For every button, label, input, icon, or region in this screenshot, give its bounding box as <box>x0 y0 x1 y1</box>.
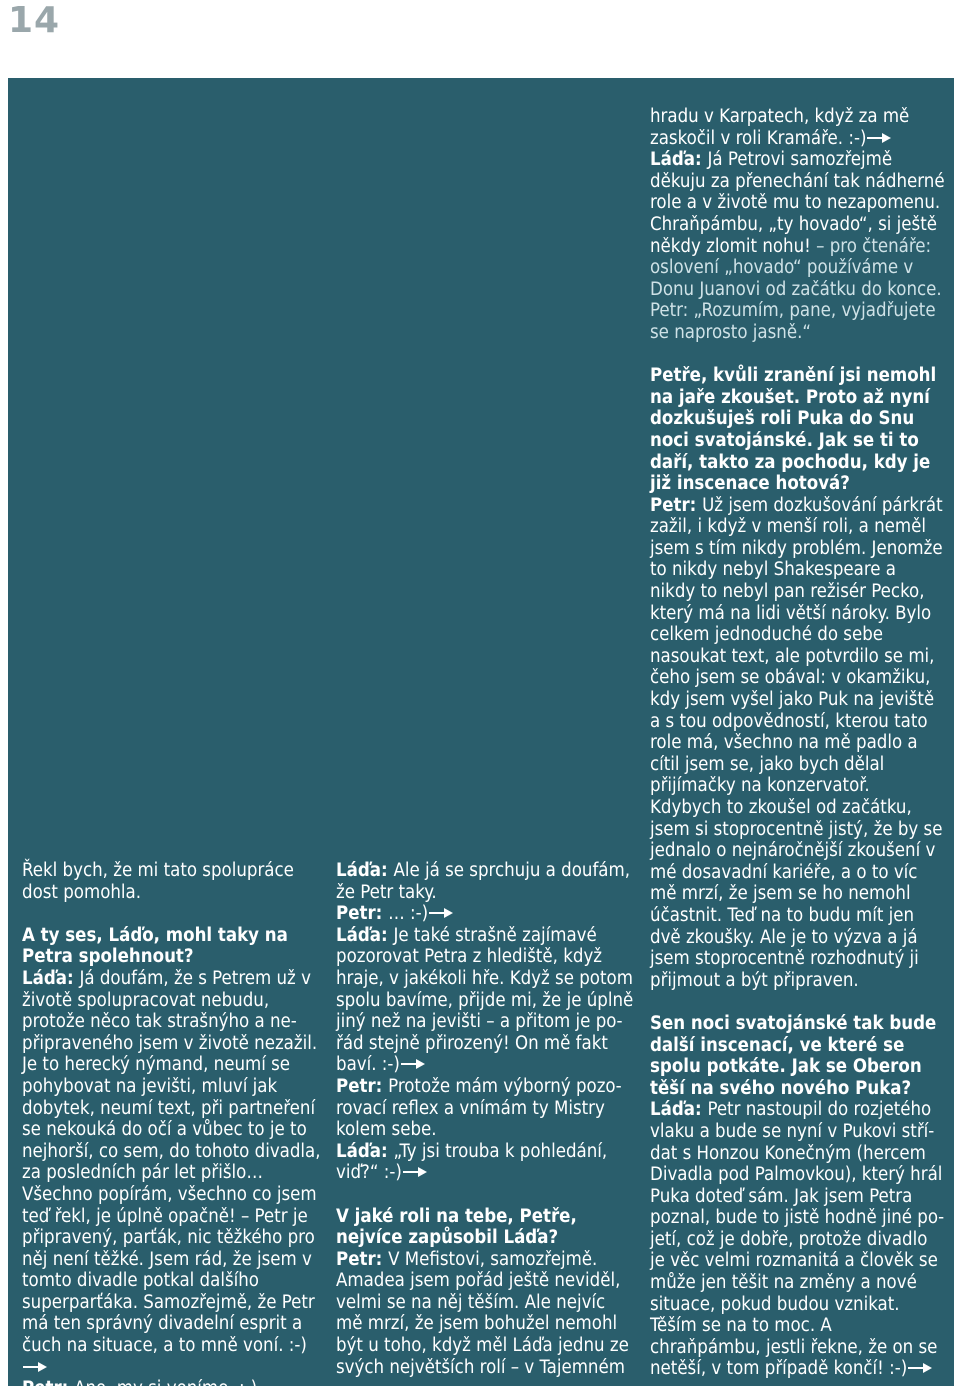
page-number: 14 <box>8 0 61 41</box>
text-run: Petr nastoupil do rozjetého vlaku a bude se nyní v Pukovi střídat s Honzou Konečným (hercem Divadla pod Palmovkou), který hrál Puka doteď sám. Jak jsem Petra poznal, bude to jistě hodně jiné pojetí, což je dobře, protože divadlo je věc velmi rozmanitá a člověk se může jen těšit na změny a nové situace, pokud budou vznikat. Těším se na to moc. A chraňpámbu, jestli řekne, že on se netěší, v tom případě končí! :-) <box>650 1099 945 1380</box>
text-run: Je také strašně zajímavé pozorovat Petra z hlediště, když hraje, v jakékoli hře. Když se potom spolu bavíme, přijde mi, že je úplně jiný než na jevišti – a přitom je pořád stejně přirozený! On mě fakt baví. :-) <box>336 924 634 1076</box>
speaker-label: Láďa: <box>336 924 394 946</box>
interview-paragraph <box>650 1099 946 1380</box>
interview-paragraph <box>650 495 946 992</box>
speaker-label: Láďa: <box>650 149 708 171</box>
speaker-label: Petr: <box>336 1075 389 1097</box>
arrow-icon <box>400 1057 426 1071</box>
interview-paragraph <box>22 1378 322 1400</box>
interview-paragraph <box>336 1141 636 1184</box>
text-run: Řekl bych, že mi tato spolupráce dost pomohla. <box>22 860 294 903</box>
text-run: A ty ses, Láďo, mohl taky na Petra spolehnout? <box>22 924 288 968</box>
interview-question <box>650 365 946 495</box>
interview-paragraph <box>336 925 636 1076</box>
text-run: Ano, my si voníme. :-) <box>74 1378 258 1400</box>
speaker-label: Láďa: <box>22 967 80 989</box>
interview-paragraph <box>650 106 946 149</box>
speaker-label: Láďa: <box>336 1140 394 1162</box>
text-run: V Mefistovi, samozřejmě. Amadea jsem pořád ještě neviděl, velmi se na něj těším. Ale nejvíc mě mrzí, že jsem bohužel nemohl být u toho, když měl Láďa jednu ze svých největších rolí – v Tajemném <box>336 1248 629 1378</box>
interview-paragraph <box>336 860 636 903</box>
interview-paragraph <box>650 149 946 300</box>
text-run: Já Petrovi samozřejmě děkuju za přenechání tak nádherné role a v životě mu to nezapomenu. Chraňpámbu, „ty hovado“, si ještě někdy zlomit nohu! <box>650 149 945 257</box>
text-run: „Ty jsi trouba k pohledání, viď?“ :-) <box>336 1140 608 1184</box>
interview-paragraph <box>22 968 322 1378</box>
text-run: Já doufám, že s Petrem už v životě spolupracovat nebudu, protože něco tak strašnýho a nepřipraveného jsem v životě nezažil. Je to herecký nýmand, neumí se pohybovat na jevišti, mluví jak dobytek, neumí text, při partneření se nekouká do očí a vůbec to je to nejhorší, co sem, do tohoto divadla, za posledních pár let přišlo… Všechno popírám, všechno co jsem teď řekl, je úplně opačně! – Petr je připravený, parťák, nic těžkého pro něj není těžké. Jsem rád, že jsem v tomto divadle potkal dalšího superparťáka. Samozřejmě, že Petr má ten správný divadelní esprit a čuch na situace, a to mně voní. :-) <box>22 967 321 1357</box>
arrow-icon <box>907 1361 933 1375</box>
column-1 <box>22 860 322 1400</box>
interview-paragraph <box>336 1076 636 1141</box>
arrow-icon <box>22 1360 48 1374</box>
interview-question <box>22 925 322 968</box>
speaker-label: Petr: <box>336 903 389 925</box>
interview-question <box>336 1206 636 1249</box>
speaker-label: Petr: <box>336 1248 389 1270</box>
text-run: Už jsem dozkušování párkrát zažil, i když v menší roli, a neměl jsem s tím nikdy problém. Jenomže to nikdy nebyl Shakespeare a nikdy to nebyl pan režisér Pecko, který má na lidi větší nároky. Bylo celkem jednoduché do sebe nasoukat text, ale potvrdilo se mi, čeho jsem se obával: v okamžiku, kdy jsem vyšel jako Puk na jeviště a s tou odpovědností, kterou tato role má, všechno na mě padlo a cítil jsem se, jako bych dělal přijímačky na konzervatoř. Kdybych to zkoušel od začátku, jsem si stoprocentně jistý, že by se jednalo o nejnáročnější zkoušení v mé dosavadní kariéře, a o to víc mě mrzí, že jsem se ho nemohl účastnit. Teď na to budu mít jen dvě zkoušky. Ale je to výzva a já jsem stoprocentně rozhodnutý ji přijmout a být připraven. <box>650 494 943 991</box>
text-run: Sen noci svatojánské tak bude další inscenací, ve které se spolu potkáte. Jak se Oberon těší na svého nového Puka? <box>650 1012 937 1099</box>
arrow-icon <box>402 1165 428 1179</box>
speaker-label: Láďa: <box>336 860 394 881</box>
paragraph-gap <box>336 1184 636 1206</box>
speaker-label: Petr: <box>650 494 703 516</box>
speaker-label: Petr: <box>22 1378 75 1400</box>
text-run: – pro čtenáře: oslovení „hovado“ používáme v Donu Juanovi od začátku do konce. <box>650 235 942 300</box>
paragraph-gap <box>22 903 322 925</box>
interview-paragraph <box>22 860 322 903</box>
text-run: Ale já se sprchuju a doufám, že Petr taky. <box>336 860 630 903</box>
text-run: hradu v Karpatech, když za mě zaskočil v roli Kramáře. :-) <box>650 106 910 149</box>
text-run: Protože mám výborný pozorovací reflex a vnímám ty Mistry kolem sebe. <box>336 1075 622 1141</box>
arrow-icon <box>866 131 892 145</box>
paragraph-gap <box>650 344 946 366</box>
interview-question <box>650 1013 946 1099</box>
interview-paragraph <box>336 903 636 925</box>
column-3 <box>650 106 946 1380</box>
interview-paragraph <box>336 1249 636 1379</box>
arrow-icon <box>428 906 454 920</box>
text-run: … :-) <box>388 903 429 925</box>
text-run: Petře, kvůli zranění jsi nemohl na jaře zkoušet. Proto až nyní dozkušuješ roli Puka do Snu noci svatojánské. Jak se ti to daří, takto za pochodu, kdy je již inscenace hotová? <box>650 365 937 495</box>
speaker-label: Láďa: <box>650 1099 708 1121</box>
column-2 <box>336 860 636 1378</box>
paragraph-gap <box>650 991 946 1013</box>
text-run: Petr: „Rozumím, pane, vyjadřujete se naprosto jasně.“ <box>650 300 936 343</box>
text-run: V jaké roli na tebe, Petře, nejvíce zapůsobil Láďa? <box>336 1205 577 1249</box>
interview-paragraph <box>650 300 946 343</box>
